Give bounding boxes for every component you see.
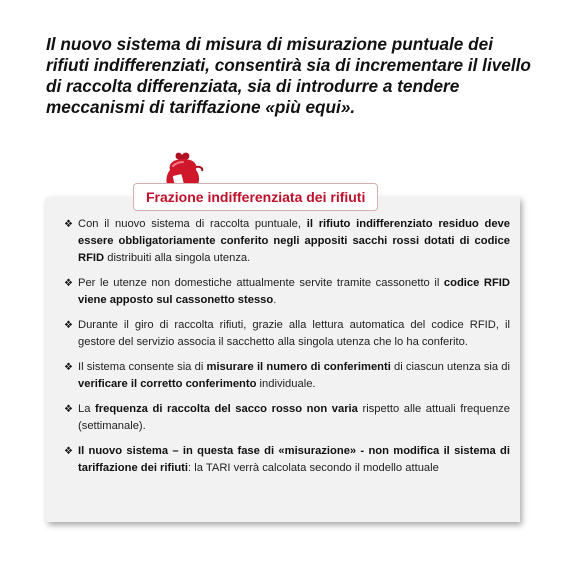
bullet-text: di ciascun utenza sia di (390, 361, 511, 373)
bullet-item (64, 317, 510, 351)
bullet-text: . (273, 294, 277, 306)
bullet-text-bold: Il nuovo sistema – in questa fase di «misurazione» - non modifica il sistema di tariffazione dei rifiuti (78, 445, 510, 474)
bullet-item (64, 443, 510, 477)
bullet-text: La (78, 403, 96, 415)
bullet-item (64, 401, 510, 435)
bullet-text-bold: codice RFID viene apposto sul cassonetto stesso (78, 277, 510, 306)
bullet-marker-icon: ❖ (64, 278, 73, 289)
bullet-text-bold: il rifiuto indifferenziato residuo deve essere obbligatoriamente conferito negli appositi sacchi rossi dotati di codice RFID (78, 218, 510, 264)
bullet-text: Durante il giro di raccolta rifiuti, grazie alla lettura automatica del codice RFID, il gestore del servizio associa il sacchetto alla singola utenza che lo ha conferito. (78, 319, 510, 348)
bullet-text: rispetto alle attuali frequenze (settimanale). (78, 403, 510, 432)
bullet-text: : la TARI verrà calcolata secondo il modello attuale (188, 462, 439, 474)
bullet-marker-icon: ❖ (64, 446, 73, 457)
bullet-text: Con il nuovo sistema di raccolta puntuale, (78, 218, 307, 230)
bullet-marker-icon: ❖ (64, 320, 73, 331)
bullet-item (64, 216, 510, 267)
bullet-text-bold: frequenza di raccolta del sacco rosso non varia (95, 403, 358, 415)
bullet-list (64, 216, 510, 477)
bullet-marker-icon: ❖ (64, 404, 73, 415)
bullet-text-bold: verificare il corretto conferimento (78, 378, 257, 390)
bullet-item (64, 359, 510, 393)
bullet-item (64, 275, 510, 309)
bullet-text: Per le utenze non domestiche attualmente servite tramite cassonetto il (78, 277, 444, 289)
bullet-text-bold: misurare il numero di conferimenti (206, 361, 391, 373)
panel-title: Frazione indifferenziata dei rifiuti (133, 183, 378, 211)
bullet-text: distribuiti alla singola utenza. (104, 252, 251, 264)
headline: Il nuovo sistema di misura di misurazione puntuale dei rifiuti indifferenziati, consentirà sia di incrementare il livello di raccolta differenziata, sia di introdurre a tendere meccanismi di tariffazione «più equi». (46, 34, 531, 117)
bullet-text: Il sistema consente sia di (78, 361, 207, 373)
bullet-text: individuale. (256, 378, 316, 390)
bullet-marker-icon: ❖ (64, 219, 73, 230)
bullet-marker-icon: ❖ (64, 362, 73, 373)
